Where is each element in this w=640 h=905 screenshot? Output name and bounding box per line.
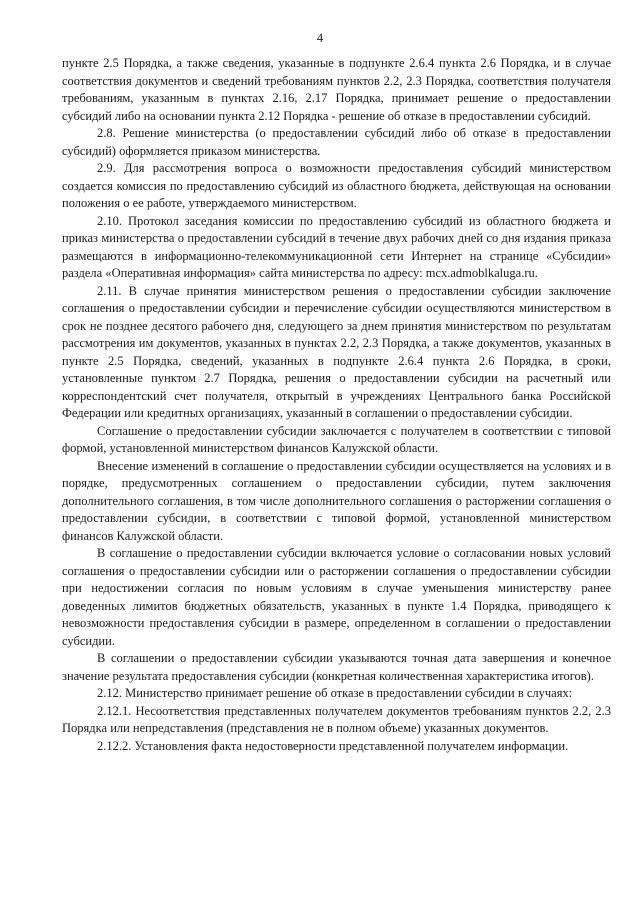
paragraph-agreement-changes: Внесение изменений в соглашение о предоставлении субсидии осуществляется на условиях и в порядке, предусмотренных соглашением о предоставлении субсидии, путем заключения дополнительного соглашения, в том числе дополнительного соглашения о расторжении соглашения о предоставлении субсидии, в соответствии с типовой формой, установленной министерством финансов Калужской области. [62, 458, 611, 543]
paragraph-2-8: 2.8. Решение министерства (о предоставлении субсидий либо об отказе в предоставлении субсидий) оформляется приказом министерства. [62, 126, 611, 158]
paragraph-2-9: 2.9. Для рассмотрения вопроса о возможности предоставления субсидий министерством создается комиссия по предоставлению субсидий из областного бюджета, действующая на основании положения о ее работе, утверждаемого министерством. [62, 161, 611, 210]
paragraph-continuation: пункте 2.5 Порядка, а также сведения, указанные в подпункте 2.6.4 пункта 2.6 Порядка, и в случае соответствия документов и сведений требованиям пунктов 2.2, 2.3 Порядка, соответствия получателя требованиям, указанным в пунктах 2.16, 2.17 Порядка, принимает решение о предоставлении субсидий либо на основании пункта 2.12 Порядка - решение об отказе в предоставлении субсидий. [62, 56, 611, 123]
paragraph-2-12-1: 2.12.1. Несоответствия представленных получателем документов требованиям пунктов 2.2, 2.3 Порядка или непредставления (представления не в полном объеме) указанных документов. [62, 703, 611, 735]
document-body [62, 55, 611, 755]
page-number: 4 [316, 31, 324, 45]
paragraph-2-11: 2.11. В случае принятия министерством решения о предоставлении субсидии заключение соглашения о предоставлении субсидии и перечисление субсидии осуществляются министерством в срок не позднее десятого рабочего дня, следующего за днем принятия министерством по результатам рассмотрения им документов, указанных в пунктах 2.2, 2.3 Порядка, а также документов, указанных в пункте 2.5 Порядка, сведений, указанных в подпункте 2.6.4 пункта 2.6 Порядка, в сроки, установленные пунктом 2.7 Порядка, решения о предоставлении субсидии на расчетный или корреспондентский счет получателя, открытый в учреждениях Центрального банка Российской Федерации или кредитных организациях, указанный в соглашении о предоставлении субсидии. [62, 283, 611, 420]
paragraph-2-10: 2.10. Протокол заседания комиссии по предоставлению субсидий из областного бюджета и приказ министерства о предоставлении субсидий в течение двух рабочих дней со дня издания приказа размещаются в информационно-телекоммуникационной сети Интернет на странице «Субсидии» раздела «Оперативная информация» сайта министерства по адресу: mcx.admoblkaluga.ru. [62, 213, 611, 280]
paragraph-agreement-form: Соглашение о предоставлении субсидии заключается с получателем в соответствии с типовой формой, установленной министерством финансов Калужской области. [62, 423, 611, 455]
paragraph-agreement-conditions: В соглашение о предоставлении субсидии включается условие о согласовании новых условий соглашения о предоставлении субсидии или о расторжении соглашения о предоставлении субсидии при недостижении согласия по новым условиям в случае уменьшения министерству ранее доведенных лимитов бюджетных обязательств, указанных в пункте 1.4 Порядка, приводящего к невозможности предоставления субсидии в размере, определенном в соглашении о предоставлении субсидии. [62, 546, 611, 648]
paragraph-2-12: 2.12. Министерство принимает решение об отказе в предоставлении субсидии в случаях: [97, 686, 573, 700]
paragraph-2-12-2: 2.12.2. Установления факта недостоверности представленной получателем информации. [97, 738, 569, 753]
paragraph-agreement-result: В соглашении о предоставлении субсидии указываются точная дата завершения и конечное значение результата предоставления субсидии (конкретная количественная характеристика итогов). [62, 651, 611, 683]
